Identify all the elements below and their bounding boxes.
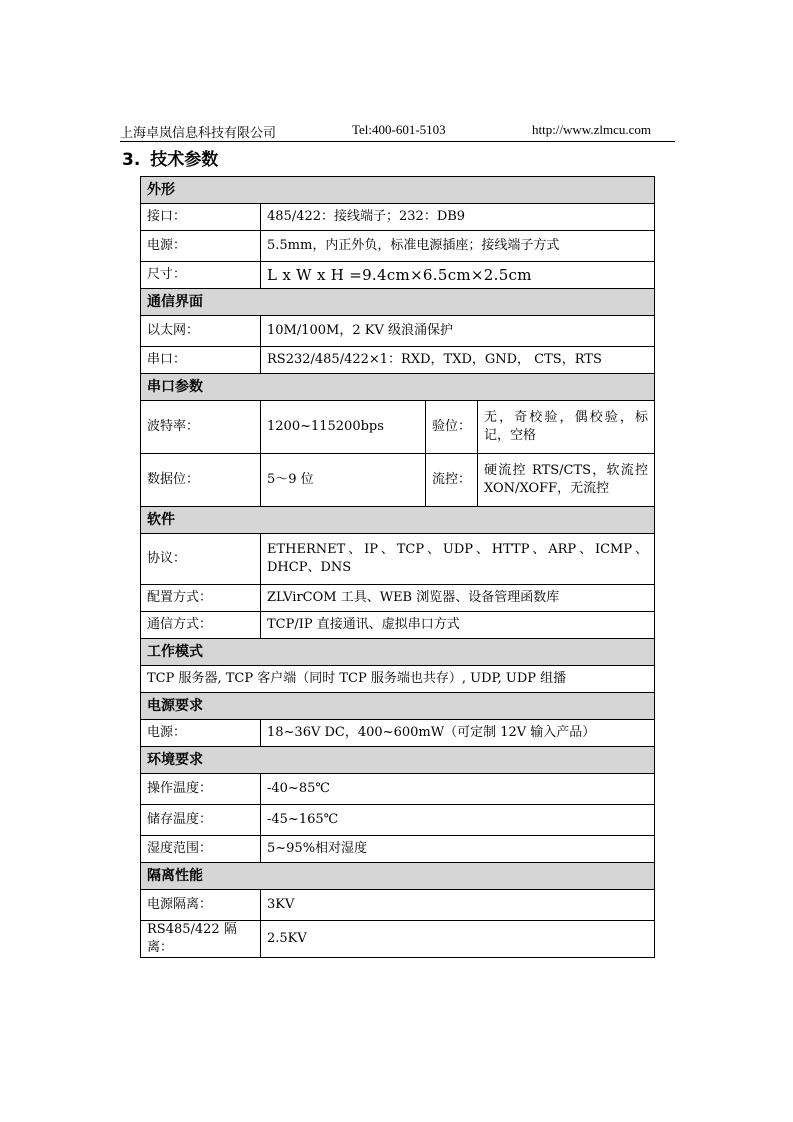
page-header bbox=[120, 121, 675, 142]
op-temp-label: 操作温度： bbox=[141, 774, 261, 805]
table-row bbox=[141, 262, 655, 289]
table-row bbox=[141, 720, 655, 747]
category-row bbox=[141, 639, 655, 666]
table-row bbox=[141, 836, 655, 863]
table-row bbox=[141, 921, 655, 958]
spec-table bbox=[140, 176, 655, 958]
table-row bbox=[141, 666, 655, 693]
table-row bbox=[141, 805, 655, 836]
category-software: 软件 bbox=[141, 507, 655, 534]
power-req-label: 电源： bbox=[141, 720, 261, 747]
section-title bbox=[122, 145, 218, 170]
baud-value: 1200~115200bps bbox=[261, 401, 426, 454]
flow-value: 硬流控 RTS/CTS，软流控 XON/XOFF，无流控 bbox=[478, 454, 655, 507]
category-row bbox=[141, 863, 655, 890]
table-row bbox=[141, 316, 655, 347]
category-row bbox=[141, 289, 655, 316]
category-row bbox=[141, 177, 655, 204]
header-url: http://www.zlmcu.com bbox=[531, 122, 651, 137]
table-row bbox=[141, 585, 655, 612]
ethernet-value: 10M/100M，2 KV 级浪涌保护 bbox=[261, 316, 655, 347]
category-row bbox=[141, 693, 655, 720]
category-row bbox=[141, 747, 655, 774]
serial-label: 串口： bbox=[141, 347, 261, 374]
protocol-value: ETHERNET、IP、TCP、UDP、HTTP、ARP、ICMP、DHCP、DNS bbox=[261, 534, 655, 585]
op-temp-value: -40~85℃ bbox=[261, 774, 655, 805]
category-comm-interface: 通信界面 bbox=[141, 289, 655, 316]
storage-temp-label: 储存温度： bbox=[141, 805, 261, 836]
power-iso-value: 3KV bbox=[261, 890, 655, 921]
interface-value: 485/422：接线端子；232：DB9 bbox=[261, 204, 655, 231]
category-power-req: 电源要求 bbox=[141, 693, 655, 720]
table-row bbox=[141, 774, 655, 805]
rs485-iso-value: 2.5KV bbox=[261, 921, 655, 958]
header-company: 上海卓岚信息科技有限公司 bbox=[120, 126, 277, 141]
category-isolation: 隔离性能 bbox=[141, 863, 655, 890]
size-label: 尺寸： bbox=[141, 262, 261, 289]
config-value: ZLVirCOM 工具、WEB 浏览器、设备管理函数库 bbox=[261, 585, 655, 612]
category-environment: 环境要求 bbox=[141, 747, 655, 774]
parity-value: 无，奇校验，偶校验，标记，空格 bbox=[478, 401, 655, 454]
table-row bbox=[141, 534, 655, 585]
table-row bbox=[141, 347, 655, 374]
section-title-text: 技术参数 bbox=[150, 150, 219, 170]
power-value: 5.5mm，内正外负，标准电源插座；接线端子方式 bbox=[261, 231, 655, 262]
config-label: 配置方式： bbox=[141, 585, 261, 612]
table-row bbox=[141, 401, 655, 454]
databits-value: 5～9 位 bbox=[261, 454, 426, 507]
category-work-mode: 工作模式 bbox=[141, 639, 655, 666]
ethernet-label: 以太网： bbox=[141, 316, 261, 347]
baud-label: 波特率： bbox=[141, 401, 261, 454]
table-row bbox=[141, 612, 655, 639]
category-serial-params: 串口参数 bbox=[141, 374, 655, 401]
power-label: 电源： bbox=[141, 231, 261, 262]
comm-mode-label: 通信方式： bbox=[141, 612, 261, 639]
power-req-value: 18~36V DC，400~600mW（可定制 12V 输入产品） bbox=[261, 720, 655, 747]
category-row bbox=[141, 507, 655, 534]
parity-label: 验位： bbox=[426, 401, 478, 454]
category-row bbox=[141, 374, 655, 401]
table-row bbox=[141, 454, 655, 507]
table-row bbox=[141, 231, 655, 262]
databits-label: 数据位： bbox=[141, 454, 261, 507]
size-value: L x W x H =9.4cm×6.5cm×2.5cm bbox=[261, 262, 655, 289]
table-row bbox=[141, 890, 655, 921]
serial-value: RS232/485/422×1：RXD，TXD，GND， CTS，RTS bbox=[261, 347, 655, 374]
comm-mode-value: TCP/IP 直接通讯、虚拟串口方式 bbox=[261, 612, 655, 639]
rs485-iso-label: RS485/422 隔离： bbox=[141, 921, 261, 958]
power-iso-label: 电源隔离： bbox=[141, 890, 261, 921]
category-appearance: 外形 bbox=[141, 177, 655, 204]
storage-temp-value: -45~165℃ bbox=[261, 805, 655, 836]
work-mode-value: TCP 服务器, TCP 客户端（同时 TCP 服务端也共存）, UDP, UDP 组播 bbox=[141, 666, 655, 693]
flow-label: 流控： bbox=[426, 454, 478, 507]
interface-label: 接口： bbox=[141, 204, 261, 231]
header-tel: Tel:400-601-5103 bbox=[352, 122, 446, 137]
table-row bbox=[141, 204, 655, 231]
humidity-value: 5~95%相对湿度 bbox=[261, 836, 655, 863]
section-number: 3. bbox=[122, 150, 141, 170]
protocol-label: 协议： bbox=[141, 534, 261, 585]
humidity-label: 湿度范围： bbox=[141, 836, 261, 863]
